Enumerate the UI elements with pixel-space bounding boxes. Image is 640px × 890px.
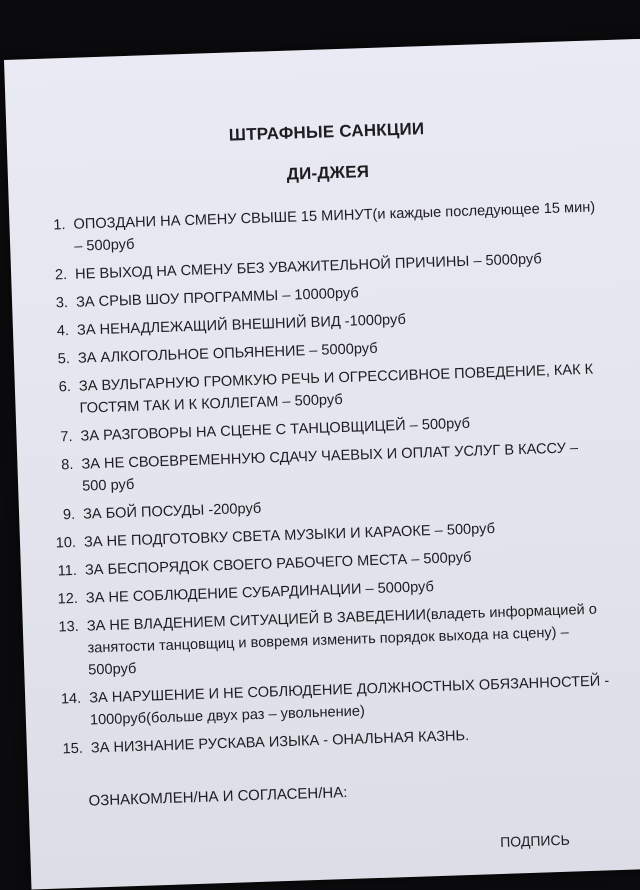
item-number: 10. bbox=[55, 534, 77, 552]
document-title: ШТРАФНЫЕ САНКЦИИ bbox=[228, 119, 425, 145]
document-content bbox=[4, 37, 640, 890]
item-text: ЗА АЛКОГОЛЬНОЕ ОПЬЯНЕНИЕ – 5000руб bbox=[77, 340, 378, 367]
item-number: 13. bbox=[58, 618, 80, 636]
item-number: 5. bbox=[57, 350, 71, 368]
item-text: ЗА РАЗГОВОРЫ НА СЦЕНЕ С ТАНЦОВЩИЦЕЙ – 500руб bbox=[80, 415, 471, 445]
item-text: ЗА НЕ ВЛАДЕНИЕМ СИТУАЦИЕЙ В ЗАВЕДЕНИИ(владеть информацией о занятости танцовщиц и вовремя изменить порядок выхода на сцену) – 500руб bbox=[86, 601, 598, 679]
signature-label: ПОДПИСЬ bbox=[499, 831, 570, 850]
item-number: 3. bbox=[55, 295, 69, 312]
item-number: 8. bbox=[61, 456, 74, 474]
item-text: ЗА БЕСПОРЯДОК СВОЕГО РАБОЧЕГО МЕСТА – 500руб bbox=[84, 549, 472, 579]
item-text: ЗА НЕ СОБЛЮДЕНИЕ СУБАРДИНАЦИИ – 5000руб bbox=[85, 579, 435, 607]
item-number: 6. bbox=[58, 378, 72, 396]
item-text: ЗА СРЫВ ШОУ ПРОГРАММЫ – 10000руб bbox=[75, 285, 359, 311]
item-number: 2. bbox=[54, 267, 68, 284]
item-number: 7. bbox=[60, 428, 73, 446]
item-text: ЗА НЕ ПОДГОТОВКУ СВЕТА МУЗЫКИ И КАРАОКЕ – 500руб bbox=[83, 520, 496, 551]
item-text: ОПОЗДАНИ НА СМЕНУ СВЫШЕ 15 МИНУТ(и каждые последующее 15 мин) – 500руб bbox=[73, 199, 596, 255]
item-text: ЗА НИЗНАНИЕ РУСКАВА ИЗЫКА - ОНАЛЬНАЯ КАЗНЬ. bbox=[90, 727, 470, 757]
item-number: 14. bbox=[60, 690, 82, 708]
paper-sheet bbox=[4, 37, 640, 890]
document-subtitle: ДИ-ДЖЕЯ bbox=[286, 161, 370, 184]
item-number: 12. bbox=[57, 590, 79, 608]
item-text: ЗА НЕ СВОЕВРЕМЕННУЮ СДАЧУ ЧАЕВЫХ И ОПЛАТ УСЛУГ В КАССУ – 500 руб bbox=[81, 440, 579, 495]
item-number: 4. bbox=[56, 322, 70, 340]
item-text: ЗА ВУЛЬГАРНУЮ ГРОМКУЮ РЕЧЬ И ОГРЕССИВНОЕ ПОВЕДЕНИЕ, КАК К ГОСТЯМ ТАК И К КОЛЛЕГАМ – 500руб bbox=[78, 361, 594, 417]
item-number: 15. bbox=[62, 740, 84, 758]
item-text: ЗА НАРУШЕНИЕ И НЕ СОБЛЮДЕНИЕ ДОЛЖНОСТНЫХ ОБЯЗАННОСТЕЙ - 1000руб(больше двух раз – увольнение) bbox=[88, 673, 610, 729]
item-text: ЗА БОЙ ПОСУДЫ -200руб bbox=[82, 500, 262, 523]
item-text: ЗА НЕНАДЛЕЖАЩИЙ ВНЕШНИЙ ВИД -1000руб bbox=[76, 311, 407, 339]
list-item bbox=[48, 598, 610, 683]
sanctions-list bbox=[35, 196, 613, 766]
agreement-line: ОЗНАКОМЛЕН/НА И СОГЛАСЕН/НА: bbox=[88, 784, 348, 810]
item-text: НЕ ВЫХОД НА СМЕНУ БЕЗ УВАЖИТЕЛЬНОЙ ПРИЧИНЫ – 5000руб bbox=[74, 251, 542, 283]
item-number: 9. bbox=[62, 506, 76, 524]
item-number: 1. bbox=[53, 217, 66, 234]
item-number: 11. bbox=[57, 562, 78, 580]
